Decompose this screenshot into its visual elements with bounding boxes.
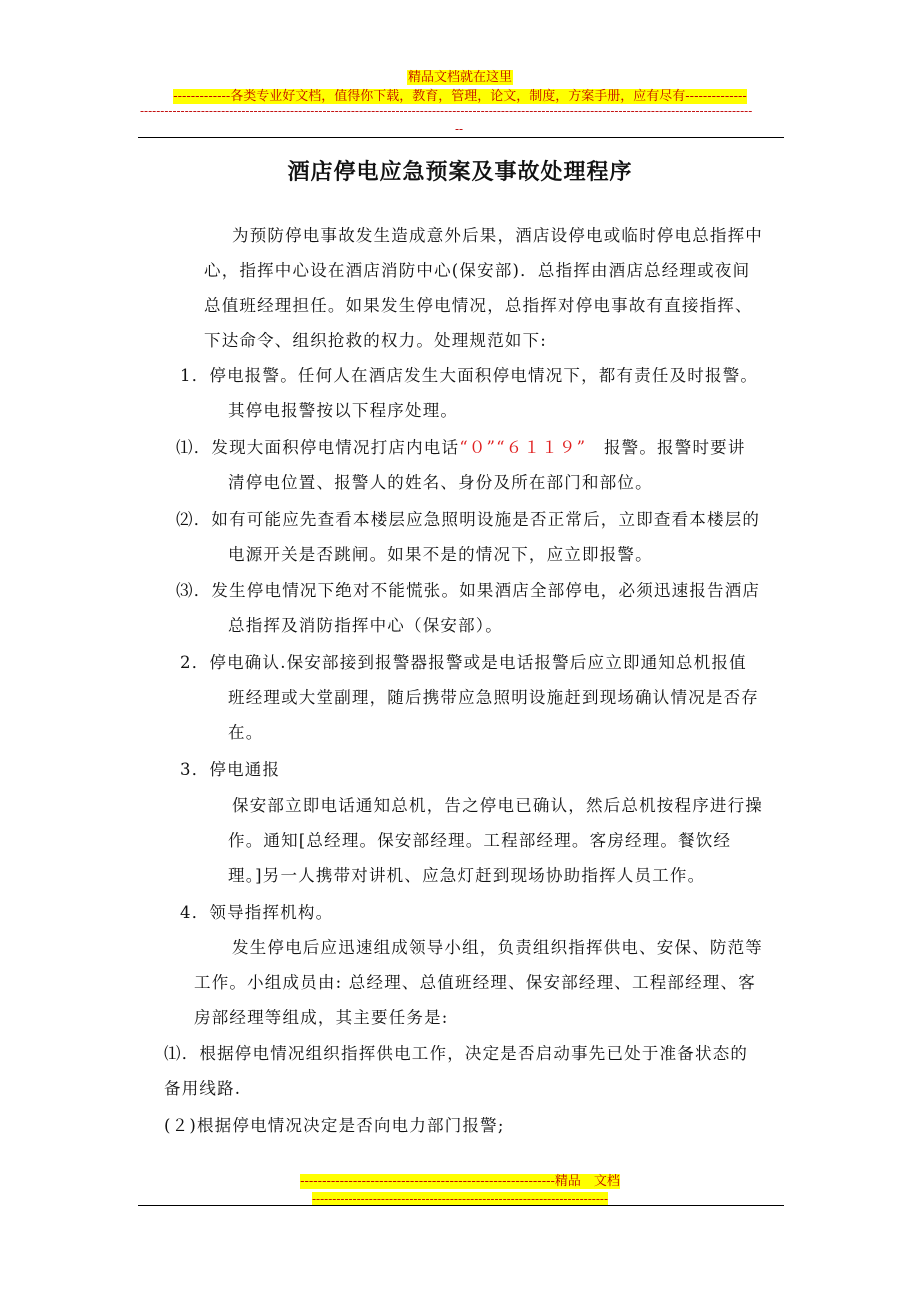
body-line: 清停电位置、报警人的姓名、身份及所在部门和部位。 xyxy=(228,473,653,492)
phone-number: “０”“６１１９” xyxy=(459,438,587,457)
item-4-1: ⑴．根据停电情况组织指挥供电工作，决定是否启动事先已处于准备状态的 xyxy=(164,1044,749,1063)
item-1-1: ⑴．发现大面积停电情况打店内电话“０”“６１１９” 报警。报警时要讲 xyxy=(176,438,746,457)
body-line: 为预防停电事故发生造成意外后果，酒店设停电或临时停电总指挥中 xyxy=(232,226,763,245)
header-rule xyxy=(138,137,784,138)
body-line: 下达命令、组织抢救的权力。处理规范如下: xyxy=(204,331,548,350)
body-line: 工作。小组成员由: 总经理、总值班经理、保安部经理、工程部经理、客 xyxy=(194,973,756,992)
footer-label: ----------------------------------------------------------精品 文档 xyxy=(300,1174,620,1189)
header-dash-tail: -- xyxy=(455,122,464,136)
section-3-heading: 3．停电通报 xyxy=(180,760,281,779)
body-line: 电源开关是否跳闸。如果不是的情况下，应立即报警。 xyxy=(228,545,653,564)
section-4-heading: 4．领导指挥机构。 xyxy=(180,903,334,922)
body-line: 理。]另一人携带对讲机、应急灯赶到现场协助指挥人员工作。 xyxy=(228,866,706,885)
body-line: 心，指挥中心设在酒店消防中心(保安部)．总指挥由酒店总经理或夜间 xyxy=(204,261,751,280)
item-1-2: ⑵．如有可能应先查看本楼层应急照明设施是否正常后，立即查看本楼层的 xyxy=(176,510,761,529)
header-banner: 精品文档就在这里 xyxy=(407,70,512,85)
body-line: 在。 xyxy=(228,723,264,742)
body-line: 总指挥及消防指挥中心（保安部）。 xyxy=(228,616,503,635)
section-2-heading: 2．停电确认.保安部接到报警器报警或是电话报警后应立即通知总机报值 xyxy=(180,653,747,672)
section-1-heading: 1．停电报警。任何人在酒店发生大面积停电情况下，都有责任及时报警。 xyxy=(180,366,759,385)
header-dash-line: ------------------------------------------------------------------------------------------------------------------------------------------------------- xyxy=(140,104,753,118)
body-line: 房部经理等组成，其主要任务是: xyxy=(194,1008,449,1027)
header-subbanner: -------------各类专业好文档，值得你下载，教育，管理，论文，制度，方案手册，应有尽有-------------- xyxy=(173,89,747,104)
footer-rule xyxy=(138,1205,784,1206)
body-line: 总值班经理担任。如果发生停电情况，总指挥对停电事故有直接指挥、 xyxy=(204,296,753,315)
body-line: 其停电报警按以下程序处理。 xyxy=(228,401,459,420)
item-1-3: ⑶．发生停电情况下绝对不能慌张。如果酒店全部停电，必须迅速报告酒店 xyxy=(176,581,761,600)
body-line: 发生停电后应迅速组成领导小组，负责组织指挥供电、安保、防范等 xyxy=(232,938,763,957)
body-line: 保安部立即电话通知总机，告之停电已确认，然后总机按程序进行操 xyxy=(232,796,763,815)
document-title: 酒店停电应急预案及事故处理程序 xyxy=(287,159,633,185)
footer-dashes: ------------------------------------------------------------------------- xyxy=(312,1192,608,1206)
item-4-2: (２)根据停电情况决定是否向电力部门报警; xyxy=(164,1116,505,1135)
body-line: 备用线路. xyxy=(164,1079,242,1098)
body-line: 班经理或大堂副理，随后携带应急照明设施赶到现场确认情况是否存 xyxy=(228,688,759,707)
body-line: 作。通知[总经理。保安部经理。工程部经理。客房经理。餐饮经 xyxy=(228,831,732,850)
